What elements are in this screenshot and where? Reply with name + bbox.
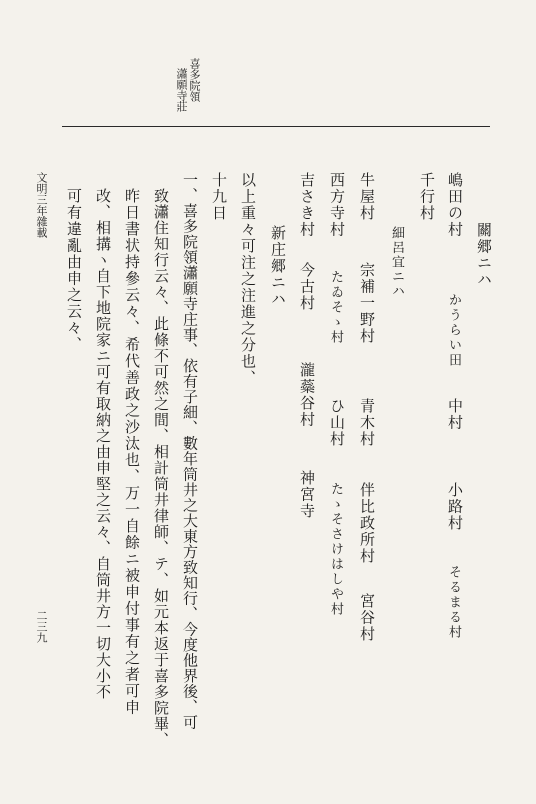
- header-rule: [62, 126, 490, 127]
- list-heading: 關郷ニハ: [475, 222, 493, 288]
- village-name: ひ山村: [328, 398, 346, 448]
- village-name: 新庄郷ニハ: [269, 225, 287, 308]
- entry-text-line: 昨日書状持參云々、希代善政之沙汰也、万一自餘ニ被申付事有之者可申: [123, 188, 141, 716]
- village-name: 今古村: [298, 262, 316, 312]
- running-foot-title: 文明三年雜載: [35, 172, 48, 238]
- village-name: 嶋田の村: [446, 172, 464, 238]
- village-name: 千行村: [418, 172, 436, 222]
- summary-line: 以上重々可注之注進之分也、: [239, 172, 257, 387]
- entry-text-line: 改、相搆ヽ自下地院家ニ可有取納之由申堅之云々、自筒井方一切大小不: [94, 188, 112, 700]
- village-name: 青木村: [358, 398, 376, 448]
- village-name: 小路村: [446, 482, 464, 532]
- running-head-line-2: 瀟願寺莊: [175, 68, 188, 112]
- village-name: 西方寺村: [328, 172, 346, 238]
- page-number: 二三九: [35, 610, 48, 643]
- village-name: 宮谷村: [358, 593, 376, 643]
- village-name: そるまる村: [446, 565, 461, 640]
- village-name: 細呂宜ニハ: [389, 226, 404, 299]
- running-head-line-1: 喜多院領: [188, 58, 201, 102]
- village-name: 宗補一野村: [358, 262, 376, 345]
- village-name: 吉さき村: [298, 172, 316, 238]
- village-name: たゐそゝ村: [328, 270, 343, 345]
- entry-text-line: 可有違亂由申之云々、: [65, 188, 83, 353]
- village-name: 瀧蘂谷村: [298, 362, 316, 428]
- village-name: かうらい田: [446, 293, 461, 368]
- entry-text-line: 致瀟住知行云々、此條不可然之間、相計筒井律師、テ、如元本返于喜多院畢、: [152, 188, 170, 748]
- village-name: 神宮寺: [298, 470, 316, 520]
- village-name: 中村: [446, 398, 464, 431]
- village-name: たゝそさけはしや村: [328, 482, 343, 617]
- village-name: 伴比政所村: [358, 482, 376, 565]
- village-name: 牛屋村: [358, 172, 376, 222]
- entry-date: 十九日: [210, 172, 228, 222]
- entry-text-line: 一、喜多院領瀟願寺庄事、依有子細、數年筒井之大東方致知行、今度他界後、可: [181, 172, 199, 730]
